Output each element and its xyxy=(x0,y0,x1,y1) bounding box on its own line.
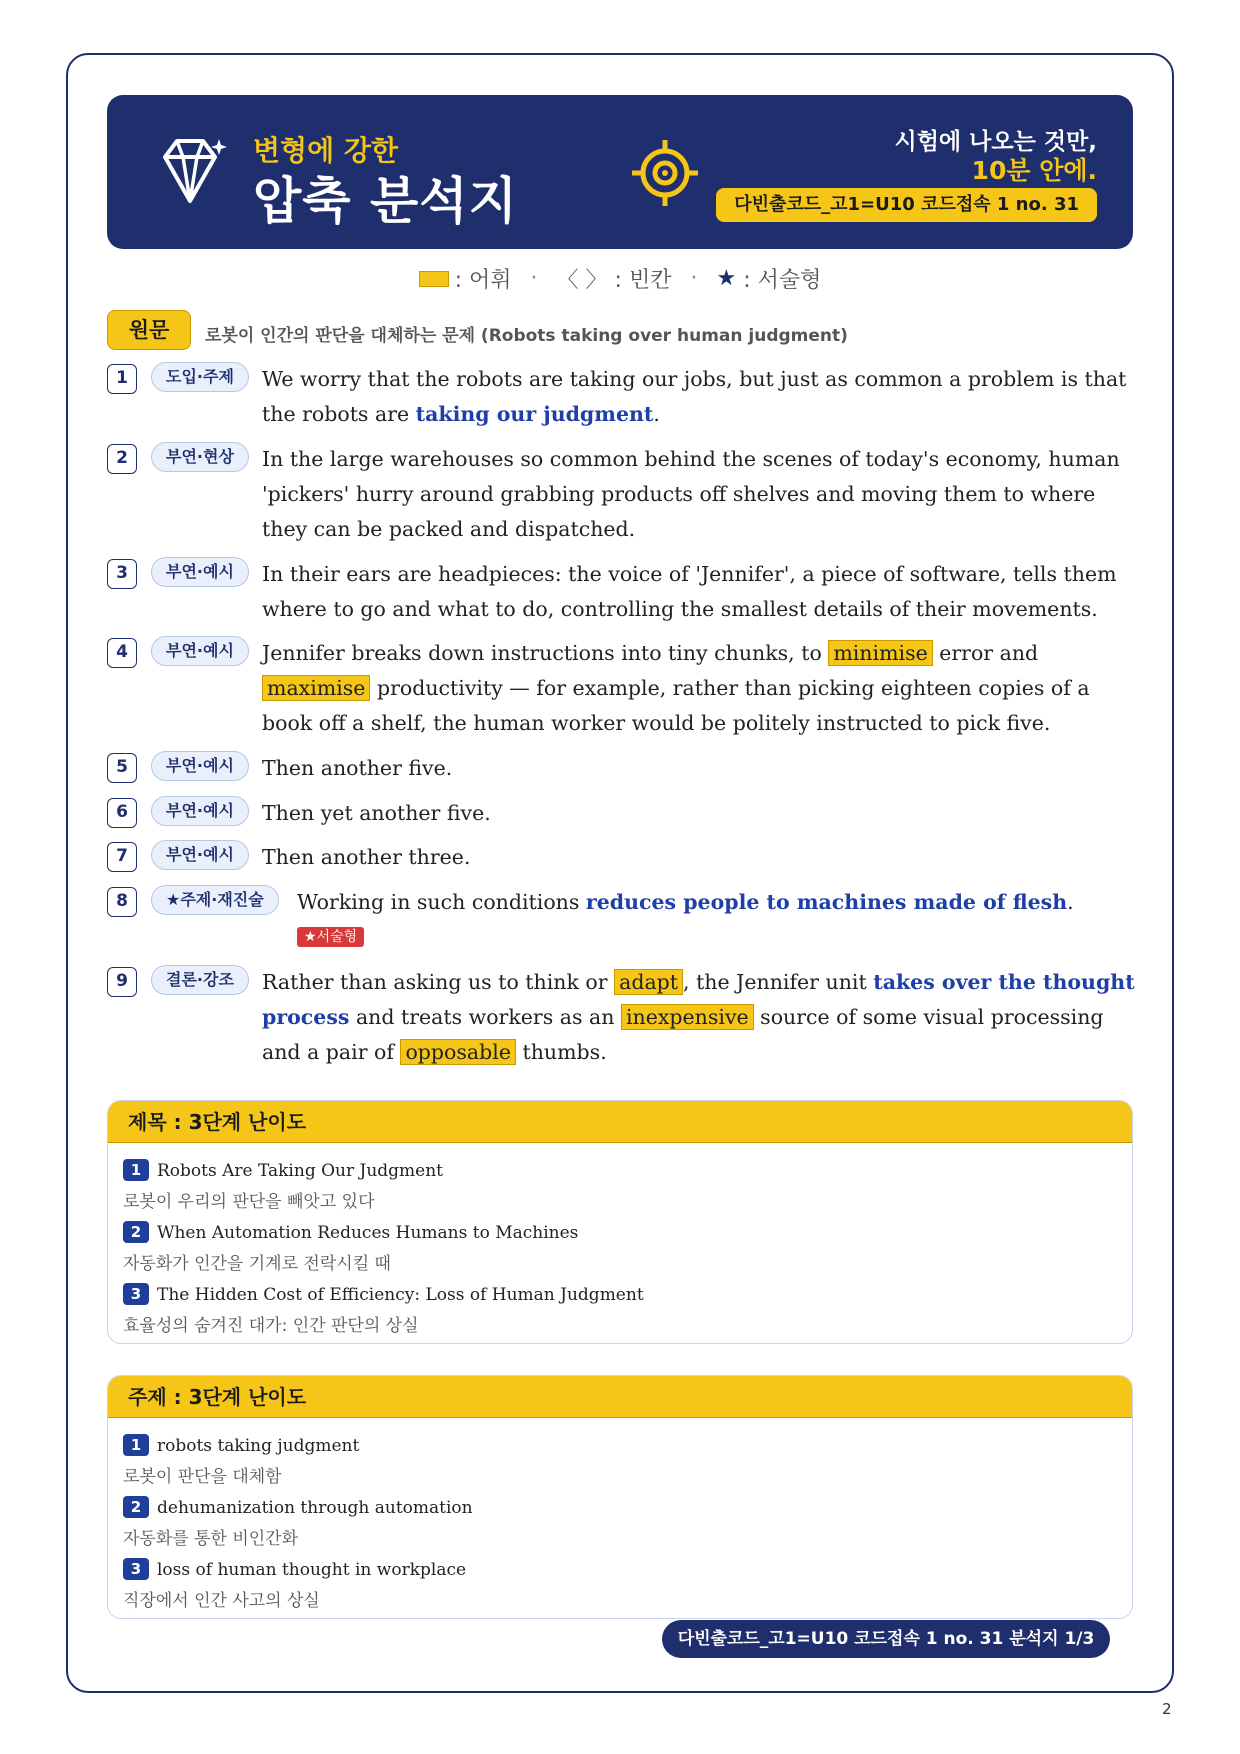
sentence-tag: 부연·예시 xyxy=(151,840,249,870)
sentence-number: 2 xyxy=(107,444,137,474)
vocab-highlight: maximise xyxy=(262,675,370,701)
sentence-number: 7 xyxy=(107,842,137,872)
sentence-text: We worry that the robots are taking our jobs, but just as common a problem is that the robots are taking our judgment. xyxy=(262,367,1127,426)
sentence-tag: 부연·예시 xyxy=(151,636,249,666)
sentence-tag: 도입·주제 xyxy=(151,362,249,392)
item-english: loss of human thought in workplace xyxy=(157,1560,467,1580)
star-icon: ★ xyxy=(716,266,737,291)
item-english: robots taking judgment xyxy=(157,1436,360,1456)
list-item xyxy=(123,1283,644,1336)
item-korean: 직장에서 인간 사고의 상실 xyxy=(123,1591,320,1611)
sentence-number: 1 xyxy=(107,364,137,394)
item-english: The Hidden Cost of Efficiency: Loss of Human Judgment xyxy=(157,1285,644,1305)
header-banner xyxy=(107,95,1133,249)
item-number: 1 xyxy=(123,1159,149,1181)
item-korean: 자동화가 인간을 기계로 전락시킬 때 xyxy=(123,1254,391,1274)
list-item xyxy=(123,1434,359,1487)
vocab-highlight: adapt xyxy=(614,969,683,995)
sentence-text: Rather than asking us to think or adapt , the Jennifer unit takes over the thought process and treats workers as an inexpensive source of some visual processing and a pair of opposable thumbs. xyxy=(262,970,1135,1064)
original-tag: 원문 xyxy=(107,310,191,350)
list-item xyxy=(123,1558,466,1611)
target-icon xyxy=(632,140,698,206)
original-title: 로봇이 인간의 판단을 대체하는 문제 (Robots taking over human judgment) xyxy=(205,326,848,346)
page-number: 2 xyxy=(1162,1700,1172,1718)
header-tagline: 시험에 나오는 것만, xyxy=(894,129,1097,155)
header-subtitle: 변형에 강한 xyxy=(253,134,398,167)
sentence-text: In their ears are headpieces: the voice of 'Jennifer', a piece of software, tells them where to go and what to do, controlling the smallest details of their movements. xyxy=(262,562,1117,621)
sentence-number: 9 xyxy=(107,967,137,997)
sentence-number: 5 xyxy=(107,753,137,783)
item-korean: 자동화를 통한 비인간화 xyxy=(123,1529,299,1549)
sentence-text: Jennifer breaks down instructions into tiny chunks, to minimise error and maximise productivity — for example, rather than picking eighteen copies of a book off a shelf, the human worker would be politely instructed to pick five. xyxy=(262,641,1090,735)
item-number: 3 xyxy=(123,1558,149,1580)
item-number: 2 xyxy=(123,1221,149,1243)
item-number: 2 xyxy=(123,1496,149,1518)
header-tagline-accent: 10분 안에. xyxy=(971,156,1097,185)
sentence-number: 4 xyxy=(107,638,137,668)
list-item xyxy=(123,1221,578,1274)
legend: : 어휘 · 〈 〉 : 빈칸 · ★ : 서술형 xyxy=(0,263,1240,294)
item-korean: 로봇이 판단을 대체함 xyxy=(123,1467,282,1487)
item-number: 1 xyxy=(123,1434,149,1456)
title-box-heading: 제목 : 3단계 난이도 xyxy=(108,1101,1132,1143)
sentence-tag: 부연·예시 xyxy=(151,751,249,781)
topic-box-heading: 주제 : 3단계 난이도 xyxy=(108,1376,1132,1418)
legend-blank: : 빈칸 xyxy=(614,268,672,293)
footer-code-badge: 다빈출코드_고1=U10 코드접속 1 no. 31 분석지 1/3 xyxy=(662,1620,1110,1658)
sentence-number: 3 xyxy=(107,559,137,589)
key-phrase: taking our judgment xyxy=(415,402,654,426)
item-korean: 로봇이 우리의 판단을 빼앗고 있다 xyxy=(123,1192,375,1212)
legend-vocab: : 어휘 xyxy=(454,268,512,293)
vocab-swatch-icon xyxy=(419,271,449,287)
diamond-icon xyxy=(157,135,227,207)
key-phrase: takes over the thought process xyxy=(262,970,1135,1029)
sentence-text: Then another three. xyxy=(262,845,471,869)
sentence-tag: 부연·현상 xyxy=(151,442,249,472)
sentence-number: 8 xyxy=(107,887,137,917)
sentence-text: In the large warehouses so common behind the scenes of today's economy, human 'pickers' hurry around grabbing products off shelves and moving them to where they can be packed and dispatched. xyxy=(262,447,1120,541)
item-english: Robots Are Taking Our Judgment xyxy=(157,1161,444,1181)
sentence-number: 6 xyxy=(107,798,137,828)
header-code-badge: 다빈출코드_고1=U10 코드접속 1 no. 31 xyxy=(716,188,1097,222)
item-english: dehumanization through automation xyxy=(157,1498,473,1518)
item-korean: 효율성의 숨겨진 대가: 인간 판단의 상실 xyxy=(123,1316,419,1336)
key-phrase: reduces people to machines made of flesh xyxy=(585,890,1068,914)
sentence-text: Working in such conditions reduces people to machines made of flesh. ★서술형 xyxy=(297,890,1074,945)
vocab-highlight: opposable xyxy=(400,1039,515,1065)
sentence-text: Then another five. xyxy=(262,756,453,780)
essay-badge: ★서술형 xyxy=(297,927,364,947)
sentence-tag: 부연·예시 xyxy=(151,796,249,826)
vocab-highlight: inexpensive xyxy=(621,1004,754,1030)
sentence-tag: 결론·강조 xyxy=(151,965,249,995)
header-title: 압축 분석지 xyxy=(253,172,518,230)
legend-essay: : 서술형 xyxy=(743,268,822,293)
item-number: 3 xyxy=(123,1283,149,1305)
sentence-tag: 부연·예시 xyxy=(151,557,249,587)
list-item xyxy=(123,1159,443,1212)
sentence-text: Then yet another five. xyxy=(262,801,491,825)
topic-box xyxy=(107,1375,1133,1619)
blank-bracket-icon: 〈 〉 xyxy=(556,268,608,293)
list-item xyxy=(123,1496,473,1549)
vocab-highlight: minimise xyxy=(828,640,932,666)
sentence-tag: ★주제·재진술 xyxy=(151,885,279,915)
title-box xyxy=(107,1100,1133,1344)
item-english: When Automation Reduces Humans to Machines xyxy=(157,1223,579,1243)
